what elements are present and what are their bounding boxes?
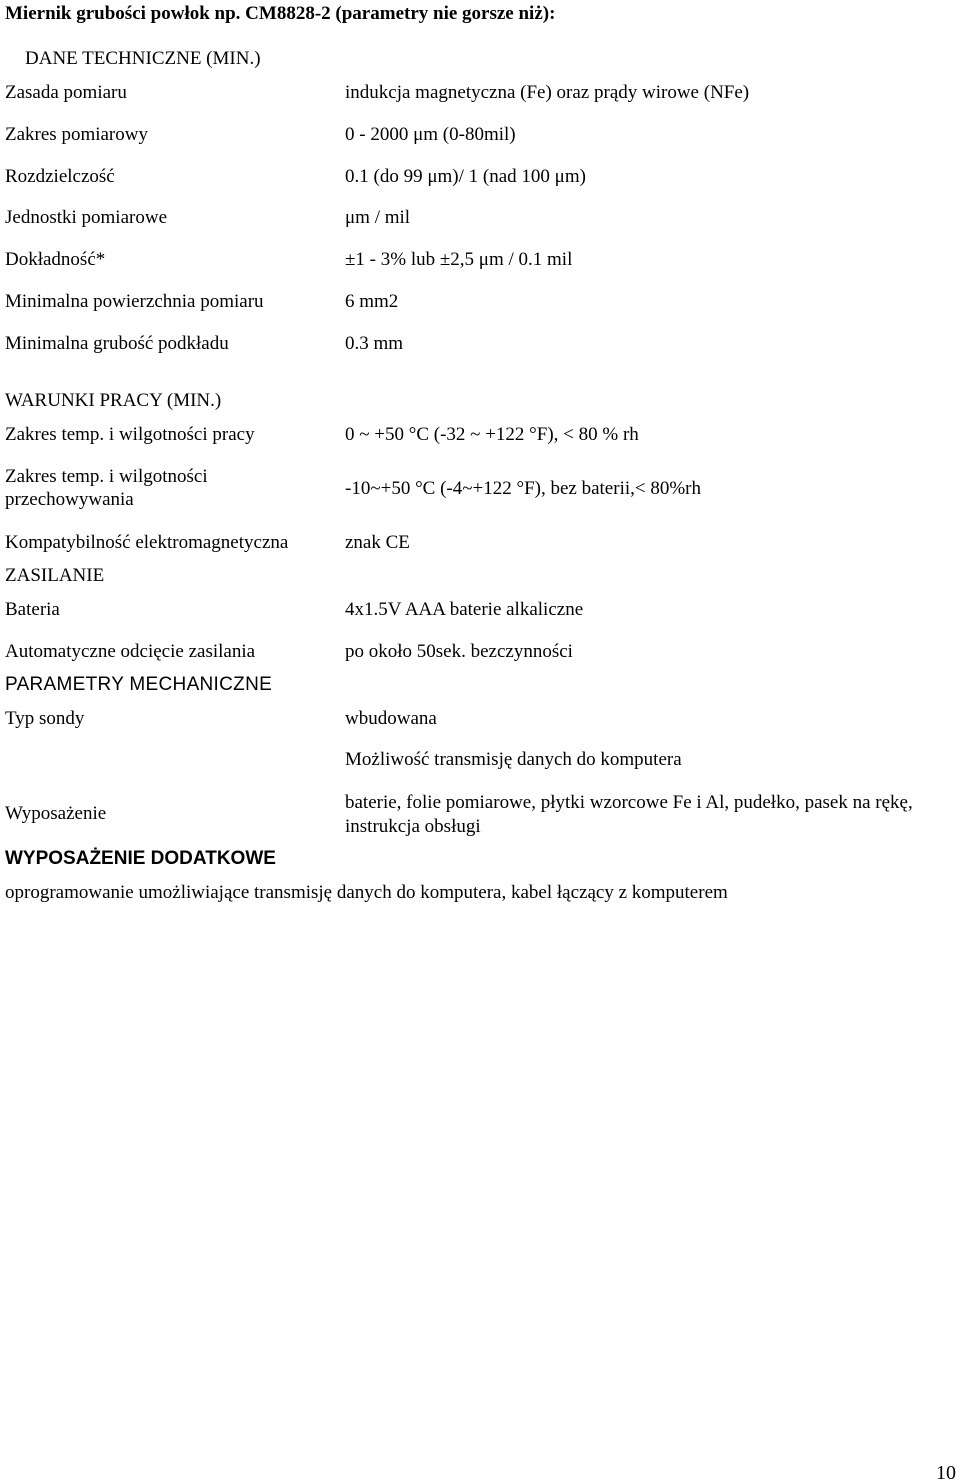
tech-value-min-substrate: 0.3 mm bbox=[345, 333, 404, 354]
power-value-auto-off: po około 50sek. bezczynności bbox=[345, 641, 573, 662]
work-heading: WARUNKI PRACY (MIN.) bbox=[5, 390, 222, 411]
tech-heading: DANE TECHNICZNE (MIN.) bbox=[25, 48, 261, 69]
mech-label-probe: Typ sondy bbox=[5, 708, 85, 729]
work-label-emc: Kompatybilność elektromagnetyczna bbox=[5, 532, 289, 553]
work-value-emc: znak CE bbox=[345, 532, 410, 553]
mech-heading: PARAMETRY MECHANICZNE bbox=[5, 674, 273, 695]
power-label-auto-off: Automatyczne odcięcie zasilania bbox=[5, 641, 256, 662]
document-title: Miernik grubości powłok np. CM8828-2 (parametry nie gorsze niż): bbox=[5, 3, 556, 24]
power-label-battery: Bateria bbox=[5, 599, 60, 620]
tech-label-min-substrate: Minimalna grubość podkładu bbox=[5, 333, 229, 354]
work-label-operating: Zakres temp. i wilgotności pracy bbox=[5, 424, 255, 445]
mech-value-probe: wbudowana bbox=[345, 708, 437, 729]
tech-label-accuracy: Dokładność* bbox=[5, 249, 106, 270]
tech-value-range: 0 - 2000 μm (0-80mil) bbox=[345, 124, 516, 145]
power-value-battery: 4x1.5V AAA baterie alkaliczne bbox=[345, 599, 584, 620]
tech-value-units: μm / mil bbox=[345, 207, 411, 228]
work-label-storage-line1: Zakres temp. i wilgotności bbox=[5, 466, 208, 487]
power-heading: ZASILANIE bbox=[5, 565, 105, 586]
tech-label-min-area: Minimalna powierzchnia pomiaru bbox=[5, 291, 264, 312]
work-label-storage-line2: przechowywania bbox=[5, 489, 134, 510]
mech-value-transfer: Możliwość transmisję danych do komputera bbox=[345, 749, 682, 770]
equipment-label: Wyposażenie bbox=[5, 803, 107, 824]
work-value-operating: 0 ~ +50 °C (-32 ~ +122 °F), < 80 % rh bbox=[345, 424, 639, 445]
tech-label-units: Jednostki pomiarowe bbox=[5, 207, 168, 228]
tech-label-resolution: Rozdzielczość bbox=[5, 166, 115, 187]
equipment-value: baterie, folie pomiarowe, płytki wzorcowe Fe i Al, pudełko, pasek na rękę, instrukcja obsługi bbox=[345, 792, 913, 837]
tech-value-resolution: 0.1 (do 99 μm)/ 1 (nad 100 μm) bbox=[345, 166, 586, 187]
extra-heading: WYPOSAŻENIE DODATKOWE bbox=[5, 848, 276, 869]
work-value-storage: -10~+50 °C (-4~+122 °F), bez baterii,< 80%rh bbox=[345, 478, 701, 499]
tech-label-range: Zakres pomiarowy bbox=[5, 124, 148, 145]
tech-value-accuracy: ±1 - 3% lub ±2,5 μm / 0.1 mil bbox=[345, 249, 573, 270]
tech-value-min-area: 6 mm2 bbox=[345, 291, 399, 312]
page-number: 10 bbox=[936, 1462, 956, 1484]
tech-label-principle: Zasada pomiaru bbox=[5, 82, 127, 103]
extra-text: oprogramowanie umożliwiające transmisję danych do komputera, kabel łączący z komputerem bbox=[5, 882, 728, 903]
tech-value-principle: indukcja magnetyczna (Fe) oraz prądy wirowe (NFe) bbox=[345, 82, 750, 103]
